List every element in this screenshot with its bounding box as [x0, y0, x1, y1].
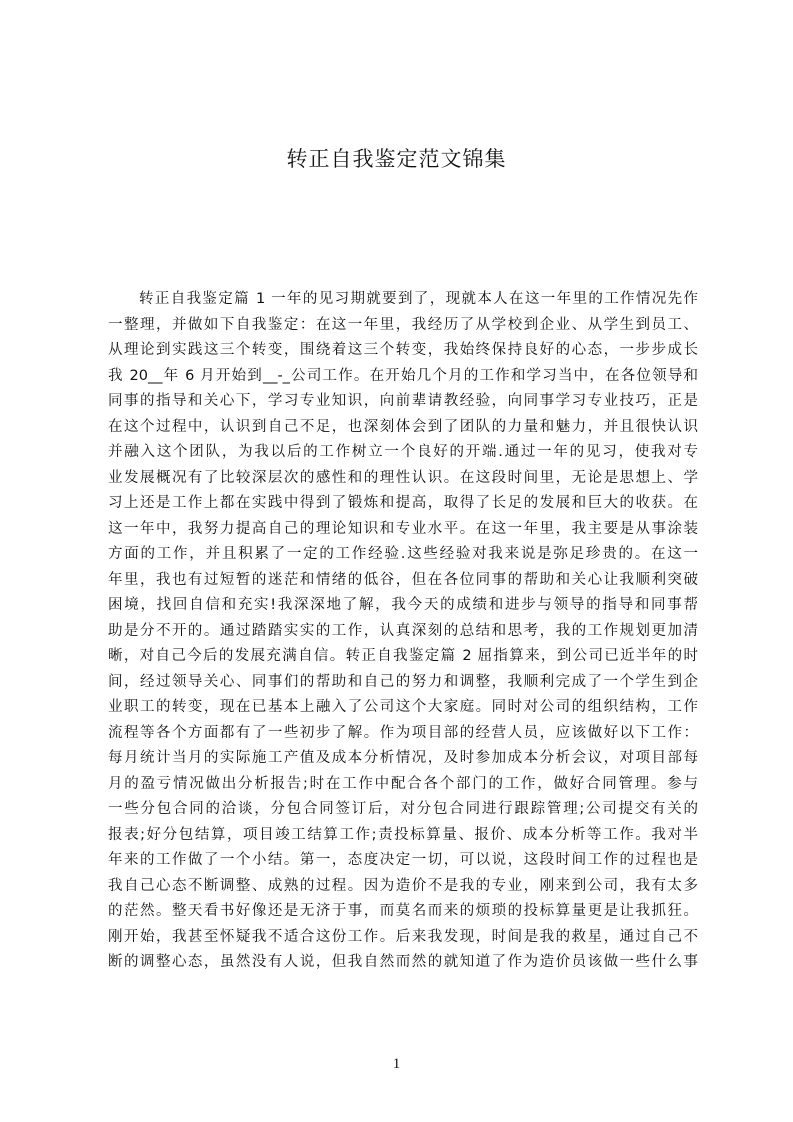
body-text-line: 助是分不开的。通过踏踏实实的工作，认真深刻的总结和思考，我的工作规划更加清	[108, 622, 698, 639]
body-text-line: 方面的工作，并且积累了一定的工作经验.这些经验对我来说是弥足珍贵的。在这一	[108, 546, 698, 562]
body-text-line: 一些分包合同的洽谈，分包合同签订后，对分包合同进行跟踪管理;公司提交有关的	[108, 801, 698, 817]
body-text-line: 年来的工作做了一个小结。第一，态度决定一切，可以说，这段时间工作的过程也是	[108, 852, 698, 868]
body-text-line: 每月统计当月的实际施工产值及成本分析情况，及时参加成本分析会议，对项目部每	[108, 750, 698, 766]
body-text-line: 断的调整心态，虽然没有人说，但我自然而然的就知道了作为造价员该做一些什么事	[108, 954, 698, 970]
body-text-line: 在这个过程中，认识到自己不足，也深刻体会到了团队的力量和魅力，并且很快认识	[108, 418, 698, 435]
body-text-line: 同事的指导和关心下，学习专业知识，向前辈请教经验，向同事学习专业技巧，正是	[108, 393, 698, 409]
document-body	[108, 287, 698, 976]
body-text-line: 间，经过领导关心、同事们的帮助和自己的努力和调整，我顺利完成了一个学生到企	[108, 673, 698, 690]
body-text-line: 一整理，并做如下自我鉴定：在这一年里，我经历了从学校到企业、从学生到员工、	[108, 316, 698, 333]
body-text-line: 刚开始，我甚至怀疑我不适合这份工作。后来我发现，时间是我的救星，通过自己不	[108, 928, 698, 945]
body-text-line: 从理论到实践这三个转变，围绕着这三个转变，我始终保持良好的心态，一步步成长	[108, 342, 698, 358]
body-text-line: 我 20__年 6 月开始到__-_公司工作。在开始几个月的工作和学习当中，在各位领导和	[108, 367, 698, 384]
body-text-line: 业职工的转变，现在已基本上融入了公司这个大家庭。同时对公司的组织结构，工作	[108, 699, 698, 715]
body-text-line: 业发展概况有了比较深层次的感性和的理性认识。在这段时间里，无论是思想上、学	[108, 469, 698, 486]
body-text-line: 困境，找回自信和充实!我深深地了解，我今天的成绩和进步与领导的指导和同事帮	[108, 597, 698, 613]
body-text-line: 年里，我也有过短暂的迷茫和情绪的低谷，但在各位同事的帮助和关心让我顺利突破	[108, 571, 698, 588]
body-text-line: 的茫然。整天看书好像还是无济于事，而莫名而来的烦琐的投标算量更是让我抓狂。	[108, 903, 698, 919]
document-title: 转正自我鉴定范文锦集	[286, 147, 507, 171]
body-text-line: 月的盈亏情况做出分析报告;时在工作中配合各个部门的工作，做好合同管理。参与	[108, 775, 698, 792]
body-text-line: 转正自我鉴定篇 1 一年的见习期就要到了，现就本人在这一年里的工作情况先作	[139, 291, 698, 307]
body-text-line: 我自己心态不断调整、成熟的过程。因为造价不是我的专业，刚来到公司，我有太多	[108, 877, 698, 894]
body-text-line: 习上还是工作上都在实践中得到了锻炼和提高，取得了长足的发展和巨大的收获。在	[108, 495, 698, 511]
body-text-line: 报表;好分包结算，项目竣工结算工作;责投标算量、报价、成本分析等工作。我对半	[108, 826, 698, 843]
body-text-line: 流程等各个方面都有了一些初步了解。作为项目部的经营人员，应该做好以下工作：	[108, 724, 698, 741]
body-text-line: 并融入这个团队，为我以后的工作树立一个良好的开端.通过一年的见习，使我对专	[108, 444, 698, 460]
page-number: 1	[392, 1056, 401, 1072]
body-text-line: 晰，对自己今后的发展充满自信。转正自我鉴定篇 2 屈指算来，到公司已近半年的时	[108, 648, 698, 664]
body-text-line: 这一年中，我努力提高自己的理论知识和专业水平。在这一年里，我主要是从事涂装	[108, 520, 698, 537]
